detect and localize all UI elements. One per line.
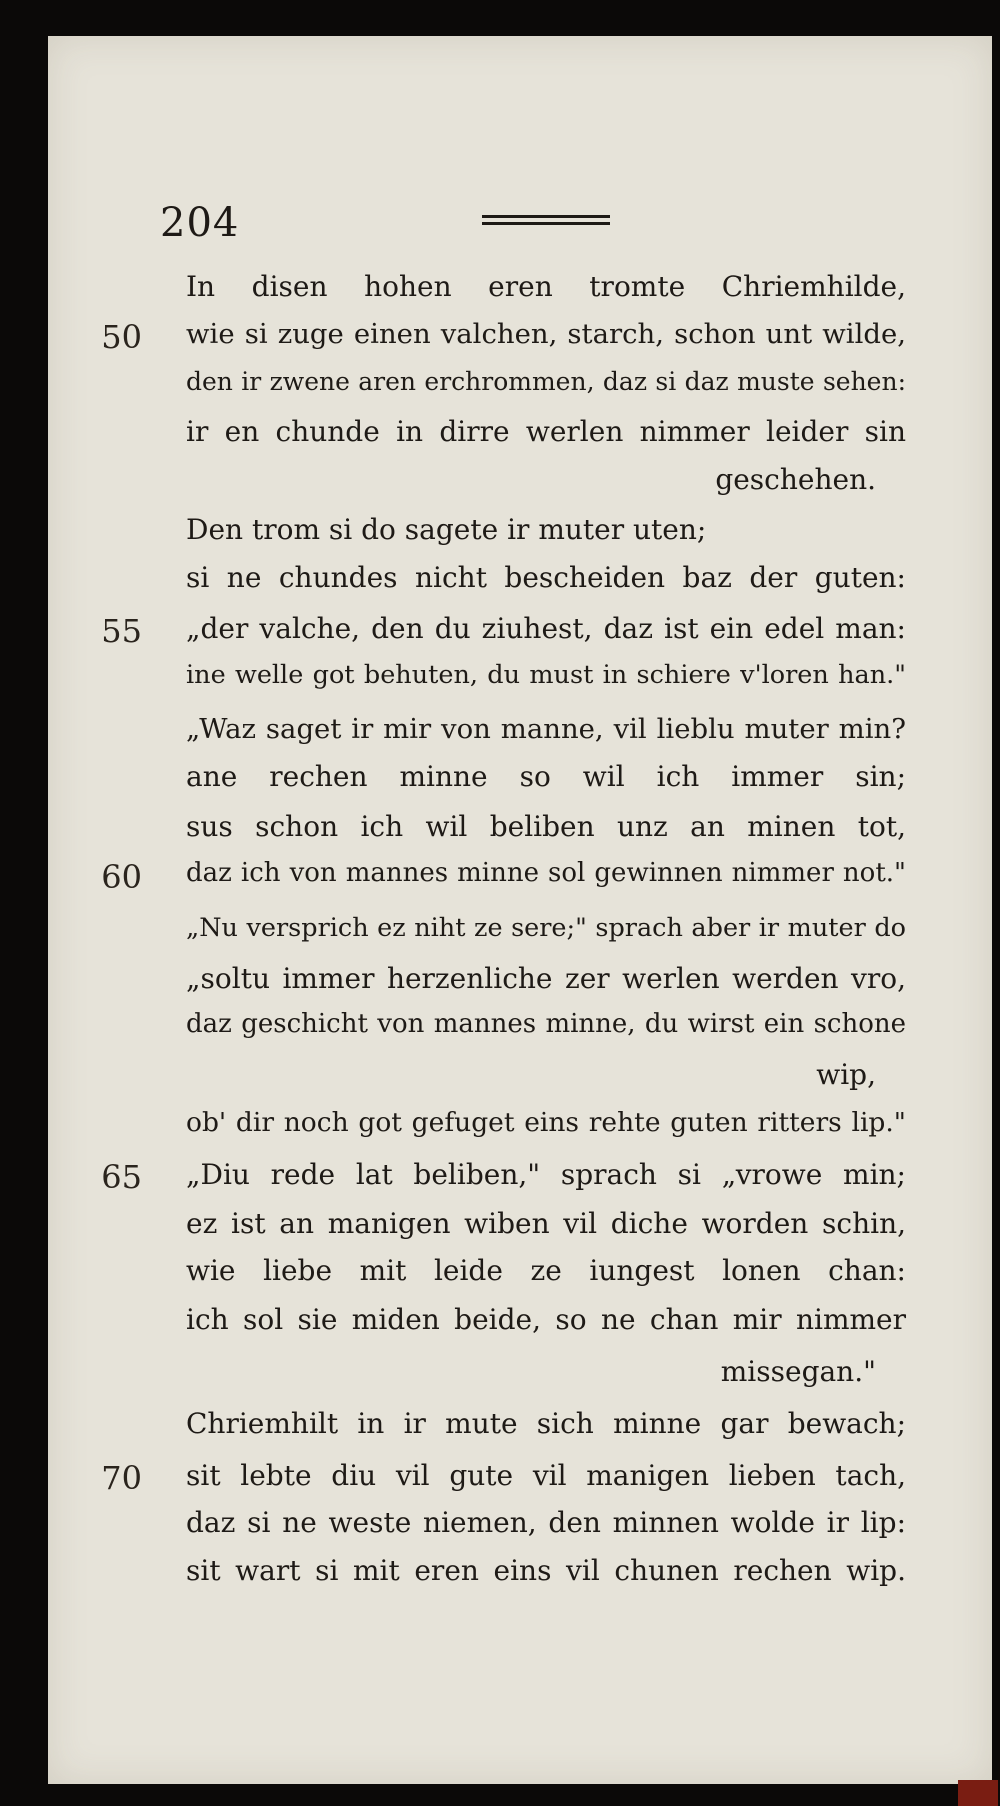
verse-line: [0, 1407, 1000, 1455]
verse-text: ez ist an manigen wiben vil diche worden schin,: [186, 1207, 906, 1240]
verse-line: [0, 858, 1000, 906]
verse-text: „soltu immer herzenliche zer werlen werden vro,: [186, 962, 906, 995]
verse-text: ob' dir noch got gefuget eins rehte guten ritters lip.": [186, 1107, 906, 1138]
verse-line: [0, 513, 1000, 561]
verse-text: daz si ne weste niemen, den minnen wolde ir lip:: [186, 1506, 906, 1539]
line-number: 70: [101, 1459, 142, 1497]
verse-line: [0, 913, 1000, 961]
verse-text: ane rechen minne so wil ich immer sin;: [186, 760, 906, 793]
verse-line: [0, 713, 1000, 761]
verse-text: „Waz saget ir mir von manne, vil lieblu muter min?: [186, 713, 906, 745]
page-number: 204: [160, 200, 240, 246]
verse-line: [0, 1009, 1000, 1057]
verse-text: sit lebte diu vil gute vil manigen lieben tach,: [186, 1459, 906, 1492]
verse-line: [0, 1207, 1000, 1255]
verse-text: ich sol sie miden beide, so ne chan mir nimmer: [186, 1303, 906, 1336]
line-number: 55: [101, 612, 142, 650]
verse-line: [0, 1254, 1000, 1302]
verse-line: [0, 962, 1000, 1010]
line-number: 65: [101, 1158, 142, 1196]
page-edge: [958, 1780, 998, 1806]
verse-line: [0, 612, 1000, 660]
verse-line: [0, 1554, 1000, 1602]
verse-line: [0, 1355, 1000, 1403]
verse-line: [0, 810, 1000, 858]
verse-text: wie liebe mit leide ze iungest lonen chan:: [186, 1254, 906, 1287]
verse-text: wie si zuge einen valchen, starch, schon unt wilde,: [186, 318, 906, 350]
verse-text: Den trom si do sagete ir muter uten;: [186, 513, 707, 546]
verse-text: In disen hohen eren tromte Chriemhilde,: [186, 270, 906, 303]
verse-text: Chriemhilt in ir mute sich minne gar bewach;: [186, 1407, 906, 1440]
verse-text: den ir zwene aren erchrommen, daz si daz muste sehen:: [186, 367, 906, 396]
verse-text: geschehen.: [715, 463, 876, 496]
verse-line: [0, 1058, 1000, 1106]
verse-line: [0, 1107, 1000, 1155]
verse-text: „der valche, den du ziuhest, daz ist ein edel man:: [186, 612, 906, 645]
verse-line: [0, 1158, 1000, 1206]
verse-line: [0, 660, 1000, 708]
verse-text: sit wart si mit eren eins vil chunen rechen wip.: [186, 1554, 906, 1587]
line-number: 50: [101, 318, 142, 356]
page-header: [160, 200, 920, 250]
verse-text: „Diu rede lat beliben," sprach si „vrowe min;: [186, 1158, 906, 1191]
verse-line: [0, 1303, 1000, 1351]
verse-text: daz ich von mannes minne sol gewinnen nimmer not.": [186, 858, 906, 888]
verse-text: ir en chunde in dirre werlen nimmer leider sin: [186, 415, 906, 448]
verse-line: [0, 367, 1000, 415]
verse-line: [0, 1506, 1000, 1554]
verse-text: ine welle got behuten, du must in schiere v'loren han.": [186, 660, 906, 690]
verse-text: „Nu versprich ez niht ze sere;" sprach aber ir muter do: [186, 913, 906, 943]
verse-line: [0, 415, 1000, 463]
verse-line: [0, 318, 1000, 366]
line-number: 60: [101, 858, 142, 896]
verse-text: sus schon ich wil beliben unz an minen tot,: [186, 810, 906, 843]
header-rule: [482, 215, 610, 225]
verse-line: [0, 760, 1000, 808]
verse-text: si ne chundes nicht bescheiden baz der guten:: [186, 561, 906, 594]
verse-text: missegan.": [720, 1355, 876, 1388]
verse-line: [0, 1459, 1000, 1507]
verse-line: [0, 561, 1000, 609]
verse-text: daz geschicht von mannes minne, du wirst ein schone: [186, 1009, 906, 1039]
verse-line: [0, 463, 1000, 511]
verse-line: [0, 270, 1000, 318]
verse-text: wip,: [816, 1058, 876, 1091]
